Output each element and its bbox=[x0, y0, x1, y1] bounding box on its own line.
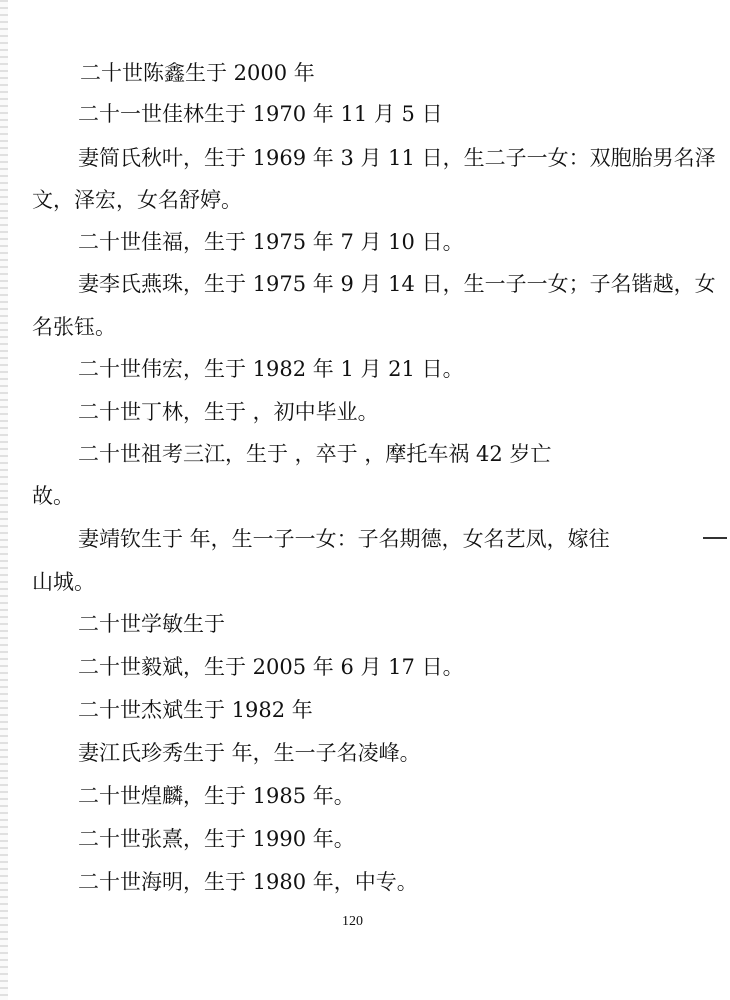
text-line-16: 二十世杰斌生于 1982 年 bbox=[78, 698, 313, 722]
text-line-5: 二十世佳福，生于 1975 年 7 月 10 日。 bbox=[78, 230, 464, 254]
text-line-15: 二十世毅斌，生于 2005 年 6 月 17 日。 bbox=[78, 655, 464, 679]
text-line-2: 二十一世佳林生于 1970 年 11 月 5 日 bbox=[78, 102, 443, 126]
scan-edge-artifact bbox=[0, 0, 8, 1000]
margin-dash-mark bbox=[703, 537, 727, 539]
text-line-9: 二十世丁林，生于 ，初中毕业。 bbox=[78, 400, 379, 424]
text-line-13: 山城。 bbox=[32, 570, 95, 594]
page-number: 120 bbox=[342, 914, 363, 929]
text-line-8: 二十世伟宏，生于 1982 年 1 月 21 日。 bbox=[78, 357, 464, 381]
text-line-7: 名张钰。 bbox=[32, 315, 116, 339]
text-line-4: 文，泽宏，女名舒婷。 bbox=[32, 188, 242, 212]
text-line-14: 二十世学敏生于 bbox=[78, 612, 225, 636]
text-line-12: 妻靖钦生于 年，生一子一女：子名期德，女名艺凤，嫁往 bbox=[78, 527, 610, 551]
text-line-1: 二十世陈鑫生于 2000 年 bbox=[80, 61, 315, 85]
text-line-11: 故。 bbox=[32, 484, 74, 508]
text-line-17: 妻江氏珍秀生于 年，生一子名凌峰。 bbox=[78, 741, 421, 765]
text-line-10: 二十世祖考三江，生于 ，卒于 ，摩托车祸 42 岁亡 bbox=[78, 442, 552, 466]
text-line-6: 妻李氏燕珠，生于 1975 年 9 月 14 日，生一子一女；子名锴越，女 bbox=[78, 272, 716, 296]
text-line-18: 二十世煌麟，生于 1985 年。 bbox=[78, 784, 355, 808]
text-line-19: 二十世张熹，生于 1990 年。 bbox=[78, 827, 355, 851]
text-line-3: 妻简氏秋叶，生于 1969 年 3 月 11 日，生二子一女：双胞胎男名泽 bbox=[78, 146, 716, 170]
text-line-20: 二十世海明，生于 1980 年，中专。 bbox=[78, 870, 418, 894]
